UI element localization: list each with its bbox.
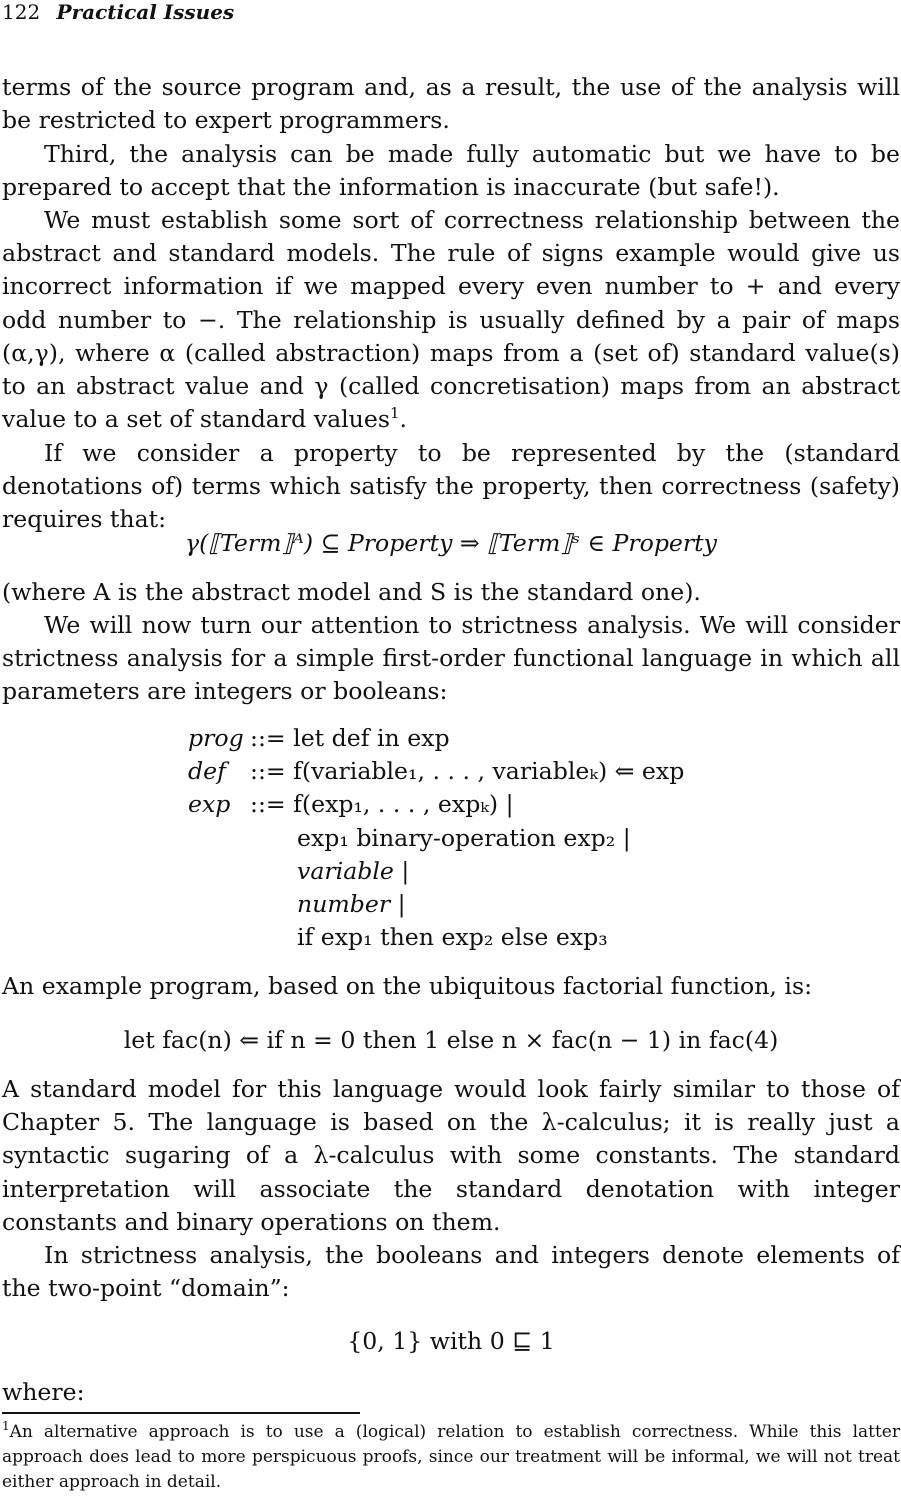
paragraph-7: An example program, based on the ubiquitous factorial function, is: [2,972,813,1000]
paragraph-9: In strictness analysis, the booleans and integers denote elements of the two-point “domain”: [2,1241,900,1303]
footnote-text: An alternative approach is to use a (logical) relation to establish correctness. While this latter approach does lead to more perspicuous proofs, since our treatment will be informal, we will not treat either approach in detail. [2,1422,900,1492]
factorial-program: let fac(n) ⇐ if n = 0 then 1 else n × fac(n − 1) in fac(4) [123,1026,779,1054]
paragraph-8: A standard model for this language would look fairly similar to those of Chapter 5. The language is based on the λ-calculus; it is really just a syntactic sugaring of a λ-calculus with some constants. The standard interpretation will associate the standard denotation with integer constants and binary operations on them. [2,1075,900,1236]
grammar-alternative: number | [297,890,406,918]
paragraph-3-text: We must establish some sort of correctness relationship between the abstract and standard models. The rule of signs example would give us incorrect information if we mapped every even number to + and every odd number to −. The relationship is usually defined by a pair of maps (α,γ), where α (called abstraction) maps from a (set of) standard value(s) to an abstract value and γ (called concretisation) maps from an abstract value to a set of standard values [2,206,900,434]
grammar-rhs: ::= f(exp₁, . . . , expₖ) | [250,790,514,818]
page-number: 122 [2,0,41,24]
grammar-alternative: if exp₁ then exp₂ else exp₃ [297,923,608,951]
paragraph-2: Third, the analysis can be made fully automatic but we have to be prepared to accept that the information is inaccurate (but safe!). [2,140,900,202]
footnote-reference: 1 [389,404,400,423]
paragraph-10: where: [2,1378,85,1406]
paragraph-5: (where A is the abstract model and S is the standard one). [2,578,701,606]
grammar-lhs: def [188,757,226,785]
page-header [2,0,234,24]
paragraph-3-end: . [399,405,407,434]
grammar-lhs: prog [188,724,244,752]
grammar-alternative: exp₁ binary-operation exp₂ | [297,824,631,852]
footnote-divider [2,1412,360,1414]
paragraph-3 [2,204,900,436]
footnote [2,1420,900,1495]
domain-equation: {0, 1} with 0 ⊑ 1 [347,1327,555,1355]
grammar-lhs: exp [188,790,231,818]
paragraph-1: terms of the source program and, as a result, the use of the analysis will be restricted to expert programmers. [2,73,900,135]
running-title: Practical Issues [56,0,235,24]
grammar-rhs: ::= let def in exp [250,724,450,752]
grammar-alternative: variable | [297,857,410,885]
paragraph-4: If we consider a property to be represented by the (standard denotations of) terms which satisfy the property, then correctness (safety) requires that: [2,439,900,534]
grammar-rhs: ::= f(variable₁, . . . , variableₖ) ⇐ exp [250,757,685,785]
paragraph-6: We will now turn our attention to strictness analysis. We will consider strictness analysis for a simple first-order functional language in which all parameters are integers or booleans: [2,611,900,706]
safety-equation: γ(⟦Term⟧ᴬ) ⊆ Property ⇒ ⟦Term⟧ˢ ∈ Property [185,529,717,557]
footnote-mark: 1 [2,1419,10,1433]
